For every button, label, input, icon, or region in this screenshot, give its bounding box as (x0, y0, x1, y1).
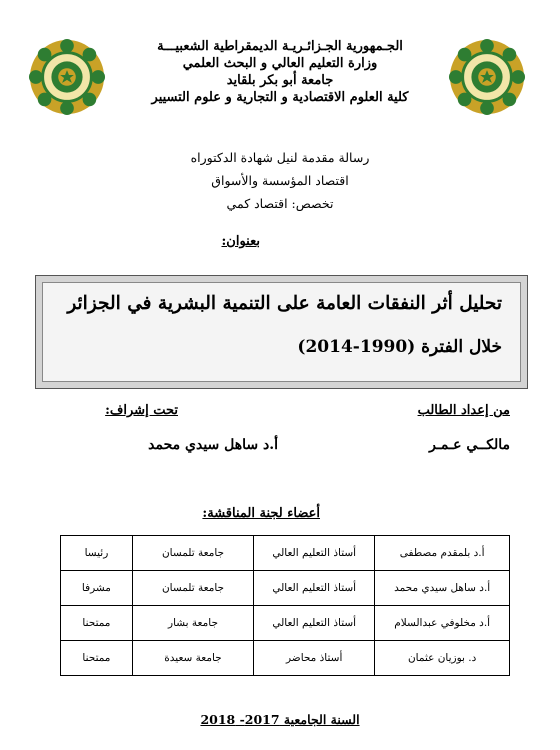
member-name: أ.د بلمقدم مصطفى (375, 536, 510, 571)
member-grade: أستاذ التعليم العالي (254, 571, 375, 606)
thesis-info (0, 146, 560, 215)
title-box (42, 282, 521, 382)
committee-label: أعضاء لجنة المناقشة: (202, 506, 320, 521)
thesis-type: رسالة مقدمة لنيل شهادة الدكتوراه (190, 150, 370, 165)
member-role: رئيسا (61, 536, 133, 571)
thesis-title: تحليل أثر النفقات العامة على التنمية البشرية في الجزائر (67, 293, 502, 314)
table-row (61, 641, 510, 676)
member-university: جامعة تلمسان (132, 571, 253, 606)
member-role: ممتحنا (61, 641, 133, 676)
supervisor-label: تحت إشراف: (105, 403, 178, 418)
prepared-by-label: من إعداد الطالب (417, 403, 510, 418)
member-university: جامعة سعيدة (132, 641, 253, 676)
member-role: مشرفا (61, 571, 133, 606)
table-row (61, 606, 510, 641)
title-label: بعنوان: (221, 234, 260, 249)
title-frame (35, 275, 528, 389)
university-emblem-icon (28, 38, 106, 116)
ministry-name: وزارة التعليم العالي و البحث العلمي (182, 56, 378, 71)
republic-name: الجـمهورية الجـزائـريـة الديمقراطية الشعبيـــة (157, 39, 403, 54)
member-name: د. بوزيان عثمان (375, 641, 510, 676)
university-emblem-icon (448, 38, 526, 116)
student-name: مالكــي عـمـر (429, 437, 510, 453)
supervisor-name: أ.د ساهل سيدي محمد (148, 437, 278, 453)
member-grade: أستاذ محاضر (254, 641, 375, 676)
institution-header (110, 38, 450, 106)
member-role: ممتحنا (61, 606, 133, 641)
university-name: جامعة أبو بكر بلقايد (226, 73, 334, 88)
member-name: أ.د مخلوفي عبدالسلام (375, 606, 510, 641)
committee-table (60, 535, 510, 676)
member-university: جامعة تلمسان (132, 536, 253, 571)
faculty-name: كلية العلوم الاقتصادية و التجارية و علوم التسيير (151, 90, 409, 105)
member-grade: أستاذ التعليم العالي (254, 536, 375, 571)
academic-year: السنة الجامعية 2017- 2018 (200, 712, 360, 727)
thesis-field: اقتصاد المؤسسة والأسواق (211, 173, 349, 188)
table-row (61, 571, 510, 606)
thesis-period: خلال الفترة (1990-2014) (297, 337, 502, 357)
member-university: جامعة بشار (132, 606, 253, 641)
table-row (61, 536, 510, 571)
member-grade: أستاذ التعليم العالي (254, 606, 375, 641)
member-name: أ.د ساهل سيدي محمد (375, 571, 510, 606)
thesis-specialty: تخصص: اقتصاد كمي (226, 196, 334, 211)
